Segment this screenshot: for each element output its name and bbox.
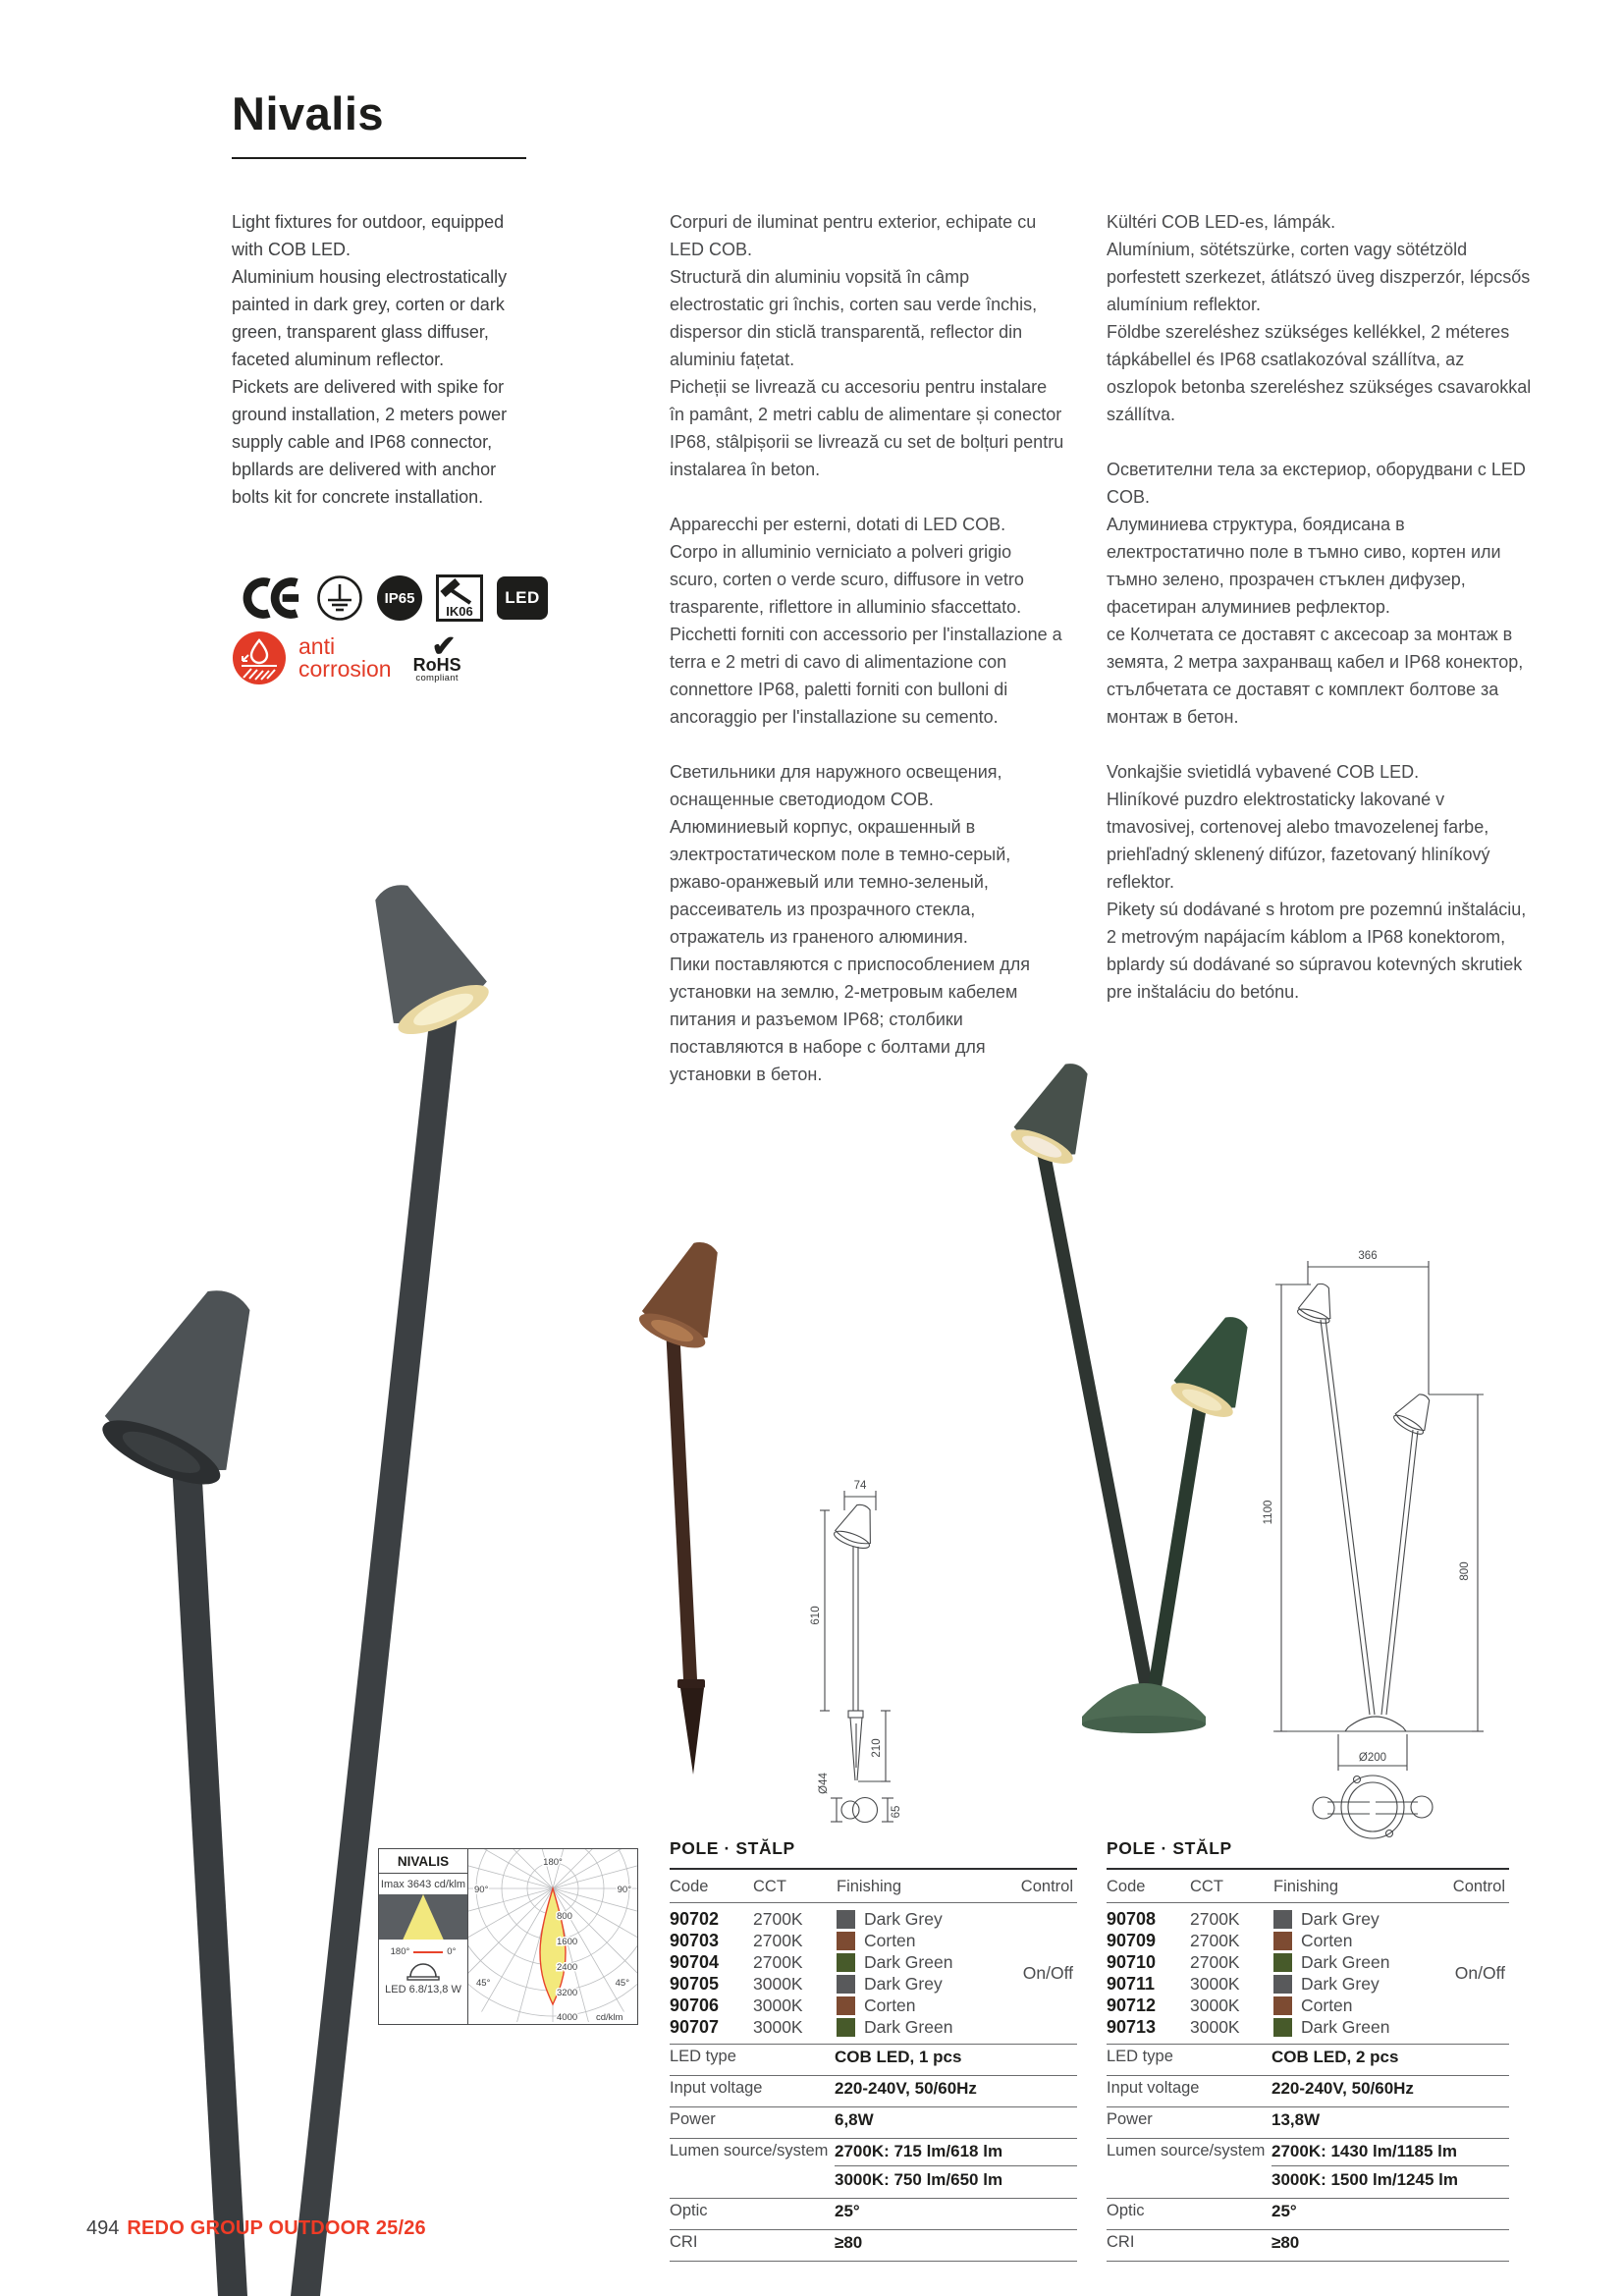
description-column-en xyxy=(232,208,534,538)
svg-text:366: 366 xyxy=(1358,1250,1378,1262)
finish-swatch xyxy=(1273,1996,1292,2015)
table-row: 90711 3000K Dark Grey xyxy=(1107,1973,1380,1994)
lamp-icon xyxy=(406,1962,441,1982)
svg-text:45°: 45° xyxy=(476,1978,491,1989)
svg-text:610: 610 xyxy=(810,1606,822,1625)
control-value: On/Off xyxy=(1454,1963,1505,1983)
table-row: 90708 2700K Dark Grey xyxy=(1107,1908,1380,1929)
paragraph: Hliníkové puzdro elektrostaticky lakované v tmavosivej, cortenovej alebo tmavozelenej farbe, priehľadný sklenený difúzor, fazetovaný hliníkový reflektor. xyxy=(1107,790,1490,892)
table-row: 90705 3000K Dark Grey xyxy=(670,1973,943,1994)
certification-icons-row xyxy=(238,574,548,622)
paragraph: Corpo in alluminio verniciato a polveri grigio scuro, corten o verde scuro, diffusore in vetro trasparente, riflettore in alluminio sfaccettato. xyxy=(670,542,1024,617)
footer-brand: REDO GROUP OUTDOOR 25/26 xyxy=(127,2217,426,2239)
led-icon: LED xyxy=(497,576,548,620)
finish-swatch xyxy=(1273,1910,1292,1929)
page-number: 494 xyxy=(86,2217,120,2239)
table-body xyxy=(1107,1903,1509,2045)
svg-text:210: 210 xyxy=(871,1738,883,1758)
paragraph: Apparecchi per esterni, dotati di LED COB. xyxy=(670,515,1006,534)
dimension-drawing-picket xyxy=(776,1424,1001,1836)
red-line xyxy=(413,1951,443,1953)
paragraph: Picchetti forniti con accessorio per l'installazione a terra e 2 metri di cavo di alimentazione con connettore IP68, paletti forniti con bulloni di ancoraggio per l'installazione su cemento. xyxy=(670,625,1062,727)
beam-cone-graphic xyxy=(379,1894,467,1940)
paragraph: Structură din aluminiu vopsită în câmp electrostatic gri închis, corten sau verde închis, dispersor din sticlă transparentă, reflector din aluminiu fațetat. xyxy=(670,267,1038,369)
finish-swatch xyxy=(837,1975,855,1994)
ip65-icon: IP65 xyxy=(377,575,422,621)
spec-row: Input voltage 220-240V, 50/60Hz xyxy=(1107,2076,1509,2107)
svg-text:Ø200: Ø200 xyxy=(1358,1752,1387,1764)
paragraph: Pikety sú dodávané s hrotom pre pozemnú inštaláciu, 2 metrovým napájacím káblom a IP68 konektorom, bplardy sú dodávané so súpravou kotevných skrutiek pre inštaláciu do betónu. xyxy=(1107,900,1527,1002)
paragraph: Picheții se livrează cu accesoriu pentru instalare în pamânt, 2 metri cablu de alimentare și conector IP68, stâlpișorii se livrează cu set de bolțuri pentru instalarea în beton. xyxy=(670,377,1064,479)
anti-corrosion-icon xyxy=(232,630,287,685)
description-sk xyxy=(1107,758,1537,1006)
photometry-model: NIVALIS xyxy=(379,1849,467,1874)
table-row: 90712 3000K Corten xyxy=(1107,1995,1353,2015)
svg-text:800: 800 xyxy=(1459,1561,1471,1581)
svg-text:IK06: IK06 xyxy=(446,604,473,619)
spec-row: Lumen source/system 2700K: 715 lm/618 lm 3000K: 750 lm/650 lm xyxy=(670,2139,1077,2199)
paragraph: Pickets are delivered with spike for ground installation, 2 meters power supply cable and IP68 connector, bpllards are delivered with anchor bolts kit for concrete installation. xyxy=(232,377,508,507)
ce-mark-icon xyxy=(238,575,302,621)
product-table-pole-1 xyxy=(670,1838,1077,2262)
table-header-row: Code CCT Finishing Control xyxy=(1107,1870,1509,1903)
description-it xyxy=(670,511,1064,731)
spec-row: Optic 25° xyxy=(1107,2199,1509,2230)
paragraph: Light fixtures for outdoor, equipped with COB LED. xyxy=(232,212,505,259)
anti-corrosion-label: anti corrosion xyxy=(298,633,392,682)
page-footer xyxy=(86,2217,426,2240)
paragraph: Corpuri de iluminat pentru exterior, echipate cu LED COB. xyxy=(670,212,1037,259)
page-title: Nivalis xyxy=(232,87,385,139)
svg-text:45°: 45° xyxy=(615,1978,629,1989)
ik06-icon xyxy=(436,574,483,622)
paragraph: Földbe szereléshez szükséges kellékkel, 2 méteres tápkábellel és IP68 csatlakozóval szállítva, az oszlopok betonba szereléshez szükséges csavarokkal szállítva. xyxy=(1107,322,1532,424)
description-column-middle xyxy=(670,208,1064,1116)
spec-row: Lumen source/system 2700K: 1430 lm/1185 lm 3000K: 1500 lm/1245 lm xyxy=(1107,2139,1509,2199)
paragraph: Kültéri COB LED-es, lámpák. xyxy=(1107,212,1336,232)
table-section-title: POLE · STĂLP xyxy=(670,1838,1077,1870)
spec-row: CRI ≥80 xyxy=(670,2230,1077,2262)
paragraph: Aluminium housing electrostatically painted in dark grey, corten or dark green, transparent glass diffuser, faceted aluminum reflector. xyxy=(232,267,508,369)
spec-row: Power 13,8W xyxy=(1107,2107,1509,2139)
svg-text:800: 800 xyxy=(557,1911,572,1922)
svg-text:65: 65 xyxy=(891,1805,902,1819)
svg-text:4000: 4000 xyxy=(557,2012,578,2022)
table-row: 90706 3000K Corten xyxy=(670,1995,916,2015)
paragraph: Alumínium, sötétszürke, corten vagy sötétzöld porfestett szerkezet, átlátszó üveg diszperzór, lépcsős alumínium reflektor. xyxy=(1107,240,1531,314)
finish-swatch xyxy=(837,2018,855,2037)
spec-row: Input voltage 220-240V, 50/60Hz xyxy=(670,2076,1077,2107)
description-hu xyxy=(1107,208,1537,428)
check-icon: ✔ xyxy=(431,630,457,664)
finish-swatch xyxy=(1273,1975,1292,1994)
finish-swatch xyxy=(837,1932,855,1950)
svg-text:3200: 3200 xyxy=(557,1988,578,1998)
table-row: 90702 2700K Dark Grey xyxy=(670,1908,943,1929)
finish-swatch xyxy=(1273,1932,1292,1950)
svg-text:90°: 90° xyxy=(617,1885,631,1895)
svg-text:90°: 90° xyxy=(474,1885,489,1895)
svg-text:1600: 1600 xyxy=(557,1937,578,1947)
table-row: 90710 2700K Dark Green xyxy=(1107,1951,1390,1972)
finish-swatch xyxy=(837,1910,855,1929)
dimension-drawing-bollard xyxy=(1232,1228,1527,1856)
description-ro xyxy=(670,208,1064,483)
description-bg xyxy=(1107,456,1537,731)
description-en xyxy=(232,208,534,511)
table-row: 90703 2700K Corten xyxy=(670,1930,916,1950)
svg-text:Ø44: Ø44 xyxy=(818,1773,830,1794)
spec-row: LED type COB LED, 1 pcs xyxy=(670,2045,1077,2076)
table-row: 90707 3000K Dark Green xyxy=(670,2016,953,2037)
finish-swatch xyxy=(837,1953,855,1972)
rohs-icon: ✔ RoHS compliant xyxy=(412,630,461,684)
finish-swatch xyxy=(837,1996,855,2015)
finish-swatch xyxy=(1273,2018,1292,2037)
paragraph: Алюминиевый корпус, окрашенный в электростатическом поле в темно-серый, ржаво-оранжевый или темно-зеленый, рассеиватель из прозрачного стекла, отражатель из граненого алюминия. xyxy=(670,817,1011,947)
table-row: 90713 3000K Dark Green xyxy=(1107,2016,1390,2037)
paragraph: Алуминиева структура, боядисана в електростатично поле в тъмно сиво, кортен или тъмно зелено, прозрачен стъклен дифузер, фасетиран алуминиев рефлектор. xyxy=(1107,515,1501,617)
finish-swatch xyxy=(1273,1953,1292,1972)
control-value: On/Off xyxy=(1022,1963,1073,1983)
spec-row: LED type COB LED, 2 pcs xyxy=(1107,2045,1509,2076)
svg-text:74: 74 xyxy=(853,1480,867,1492)
svg-text:2400: 2400 xyxy=(557,1962,578,1973)
certification-icons-row-2 xyxy=(232,630,461,685)
paragraph: Vonkajšie svietidlá vybavené COB LED. xyxy=(1107,762,1420,782)
photometry-imax: Imax 3643 cd/klm xyxy=(380,1879,466,1890)
spec-row: Optic 25° xyxy=(670,2199,1077,2230)
paragraph: Светильники для наружного освещения, оснащенные светодиодом COB. xyxy=(670,762,1002,809)
table-section-title: POLE · STĂLP xyxy=(1107,1838,1509,1870)
table-row: 90709 2700K Corten xyxy=(1107,1930,1353,1950)
table-header-row: Code CCT Finishing Control xyxy=(670,1870,1077,1903)
title-underline xyxy=(232,157,526,159)
table-row: 90704 2700K Dark Green xyxy=(670,1951,953,1972)
lamp-wattage: LED 6.8/13,8 W xyxy=(385,1984,461,1995)
table-body xyxy=(670,1903,1077,2045)
paragraph: Осветителни тела за екстериор, оборудвани с LED COB. xyxy=(1107,460,1526,507)
svg-text:cd/klm: cd/klm xyxy=(596,2012,623,2022)
product-photo-grey-bollards xyxy=(59,845,491,2296)
polar-diagram xyxy=(468,1849,637,2022)
description-ru xyxy=(670,758,1064,1088)
paragraph: Пики поставляются с приспособлением для установки на землю, 2-метровым кабелем питания и разъемом IP68; столбики поставляются в наборе с болтами для установки в бетон. xyxy=(670,955,1030,1084)
beam-angle-legend: 180° 0° xyxy=(390,1946,457,1957)
svg-text:180°: 180° xyxy=(543,1857,563,1868)
photometry-card xyxy=(378,1848,638,2025)
svg-text:1100: 1100 xyxy=(1263,1500,1274,1525)
grounding-icon xyxy=(316,574,363,622)
paragraph: се Колчетата се доставят с аксесоар за монтаж в земята, 2 метра захранващ кабел и IP68 конектор, стълбчетата се доставят с комплект болтове за монтаж в бетон. xyxy=(1107,625,1524,727)
product-table-pole-2 xyxy=(1107,1838,1509,2262)
product-photo-corten-picket xyxy=(628,1232,766,1792)
photometry-summary xyxy=(379,1849,468,2024)
description-column-right xyxy=(1107,208,1537,1033)
spec-row: CRI ≥80 xyxy=(1107,2230,1509,2262)
spec-row: Power 6,8W xyxy=(670,2107,1077,2139)
